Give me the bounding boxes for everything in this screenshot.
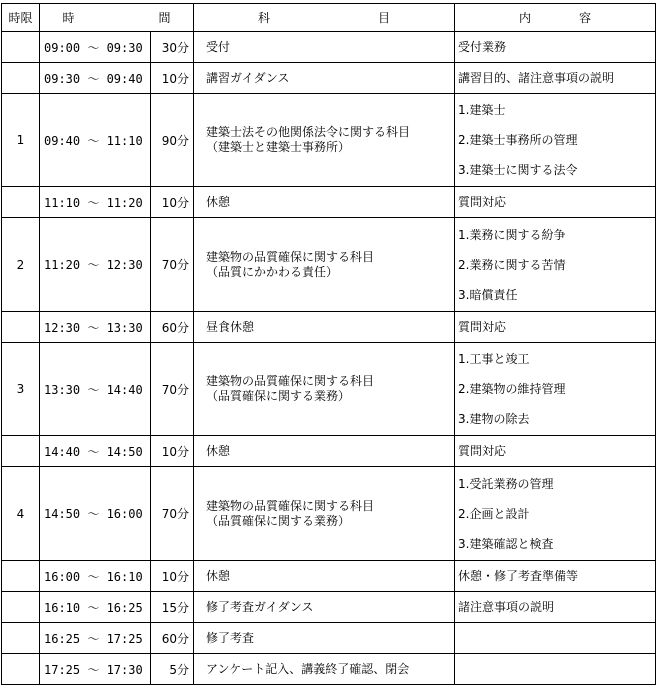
header-subject: 科 目 [194, 4, 455, 32]
time-cell: 11:10 ～ 11:20 [40, 187, 151, 218]
subject-cell [194, 561, 455, 592]
table-row [2, 623, 656, 654]
subject-line: 修了考査ガイダンス [206, 599, 314, 614]
subject-line: （品質確保に関する業務） [206, 513, 351, 528]
subject-line: 修了考査 [206, 630, 255, 645]
content-line: 1.受託業務の管理 [458, 476, 554, 491]
subject-cell [194, 63, 455, 94]
time-cell: 09:00 ～ 09:30 [40, 32, 151, 63]
content-line: 講習目的、諸注意事項の説明 [458, 70, 615, 85]
duration-cell: 10分 [151, 63, 194, 94]
duration-cell: 70分 [151, 467, 194, 561]
content-line: 3.建物の除去 [458, 412, 530, 426]
content-cell [455, 623, 656, 654]
period-cell: 3 [2, 343, 40, 436]
header-content: 内 容 [455, 4, 656, 32]
period-cell [2, 32, 40, 63]
subject-line: （品質にかかわる責任） [206, 264, 339, 279]
content-cell [455, 63, 656, 94]
content-line: 2.建築物の維持管理 [458, 382, 566, 396]
content-line: 受付業務 [458, 39, 507, 54]
period-cell [2, 623, 40, 654]
content-cell [455, 467, 656, 561]
content-cell [455, 561, 656, 592]
content-line: 質問対応 [458, 443, 507, 458]
period-cell [2, 561, 40, 592]
subject-line: （品質確保に関する業務） [206, 389, 351, 403]
table-row [2, 592, 656, 623]
content-cell [455, 32, 656, 63]
content-cell [455, 436, 656, 467]
subject-line: 建築物の品質確保に関する科目 [206, 249, 375, 264]
schedule-body [2, 32, 656, 685]
duration-cell: 60分 [151, 312, 194, 343]
content-cell [455, 343, 656, 436]
subject-cell [194, 312, 455, 343]
subject-cell [194, 218, 455, 312]
period-cell [2, 63, 40, 94]
schedule-table [1, 3, 656, 685]
content-cell [455, 312, 656, 343]
subject-cell [194, 623, 455, 654]
period-cell [2, 654, 40, 685]
content-cell [455, 654, 656, 685]
content-line: 2.業務に関する苦情 [458, 257, 566, 272]
subject-cell [194, 654, 455, 685]
duration-cell: 10分 [151, 561, 194, 592]
subject-cell [194, 343, 455, 436]
content-cell [455, 187, 656, 218]
content-line: 質問対応 [458, 194, 507, 209]
table-row [2, 63, 656, 94]
subject-cell [194, 467, 455, 561]
table-row [2, 436, 656, 467]
period-cell [2, 187, 40, 218]
content-line: 1.工事と竣工 [458, 352, 530, 366]
header-row [2, 4, 656, 32]
table-row [2, 218, 656, 312]
table-row [2, 467, 656, 561]
duration-cell: 60分 [151, 623, 194, 654]
duration-cell: 30分 [151, 32, 194, 63]
time-cell: 09:30 ～ 09:40 [40, 63, 151, 94]
table-row [2, 343, 656, 436]
duration-cell: 5分 [151, 654, 194, 685]
period-cell: 2 [2, 218, 40, 312]
subject-line: （建築士と建築士事務所） [206, 140, 351, 154]
subject-cell [194, 94, 455, 187]
subject-cell [194, 187, 455, 218]
period-cell: 1 [2, 94, 40, 187]
subject-line: 建築物の品質確保に関する科目 [206, 498, 375, 513]
time-cell: 16:10 ～ 16:25 [40, 592, 151, 623]
duration-cell: 15分 [151, 592, 194, 623]
time-cell: 14:40 ～ 14:50 [40, 436, 151, 467]
content-line: 2.企画と設計 [458, 506, 530, 521]
content-line: 諸注意事項の説明 [458, 599, 555, 614]
table-row [2, 654, 656, 685]
subject-line: 休憩 [206, 568, 231, 583]
time-cell: 14:50 ～ 16:00 [40, 467, 151, 561]
duration-cell: 70分 [151, 343, 194, 436]
content-line: 2.建築士事務所の管理 [458, 133, 578, 147]
content-line: 質問対応 [458, 319, 507, 334]
time-cell: 13:30 ～ 14:40 [40, 343, 151, 436]
content-cell [455, 94, 656, 187]
time-cell: 16:00 ～ 16:10 [40, 561, 151, 592]
period-cell: 4 [2, 467, 40, 561]
content-line: 休憩・修了考査準備等 [458, 568, 579, 583]
table-row [2, 32, 656, 63]
table-row [2, 94, 656, 187]
table-row [2, 561, 656, 592]
content-cell [455, 592, 656, 623]
period-cell [2, 312, 40, 343]
time-cell: 17:25 ～ 17:30 [40, 654, 151, 685]
table-row [2, 312, 656, 343]
subject-line: 建築物の品質確保に関する科目 [206, 374, 375, 388]
period-cell [2, 436, 40, 467]
subject-line: 昼食休憩 [206, 319, 255, 334]
subject-line: 講習ガイダンス [206, 70, 290, 85]
table-row [2, 187, 656, 218]
subject-line: 休憩 [206, 443, 231, 458]
content-line: 3.暗償責任 [458, 287, 518, 302]
subject-line: 休憩 [206, 194, 231, 209]
subject-line: アンケート記入、講義終了確認、閉会 [206, 661, 410, 676]
header-time: 時 間 [40, 4, 194, 32]
duration-cell: 70分 [151, 218, 194, 312]
time-cell: 09:40 ～ 11:10 [40, 94, 151, 187]
time-cell: 12:30 ～ 13:30 [40, 312, 151, 343]
subject-line: 受付 [206, 39, 231, 54]
period-cell [2, 592, 40, 623]
subject-line: 建築士法その他関係法令に関する科目 [206, 125, 411, 139]
content-line: 1.建築士 [458, 103, 506, 117]
duration-cell: 90分 [151, 94, 194, 187]
subject-cell [194, 32, 455, 63]
content-line: 1.業務に関する紛争 [458, 227, 566, 242]
subject-cell [194, 592, 455, 623]
content-line: 3.建築士に関する法令 [458, 163, 578, 177]
subject-cell [194, 436, 455, 467]
duration-cell: 10分 [151, 436, 194, 467]
content-line: 3.建築確認と検査 [458, 536, 554, 551]
time-cell: 16:25 ～ 17:25 [40, 623, 151, 654]
header-period: 時限 [2, 4, 40, 32]
duration-cell: 10分 [151, 187, 194, 218]
content-cell [455, 218, 656, 312]
time-cell: 11:20 ～ 12:30 [40, 218, 151, 312]
